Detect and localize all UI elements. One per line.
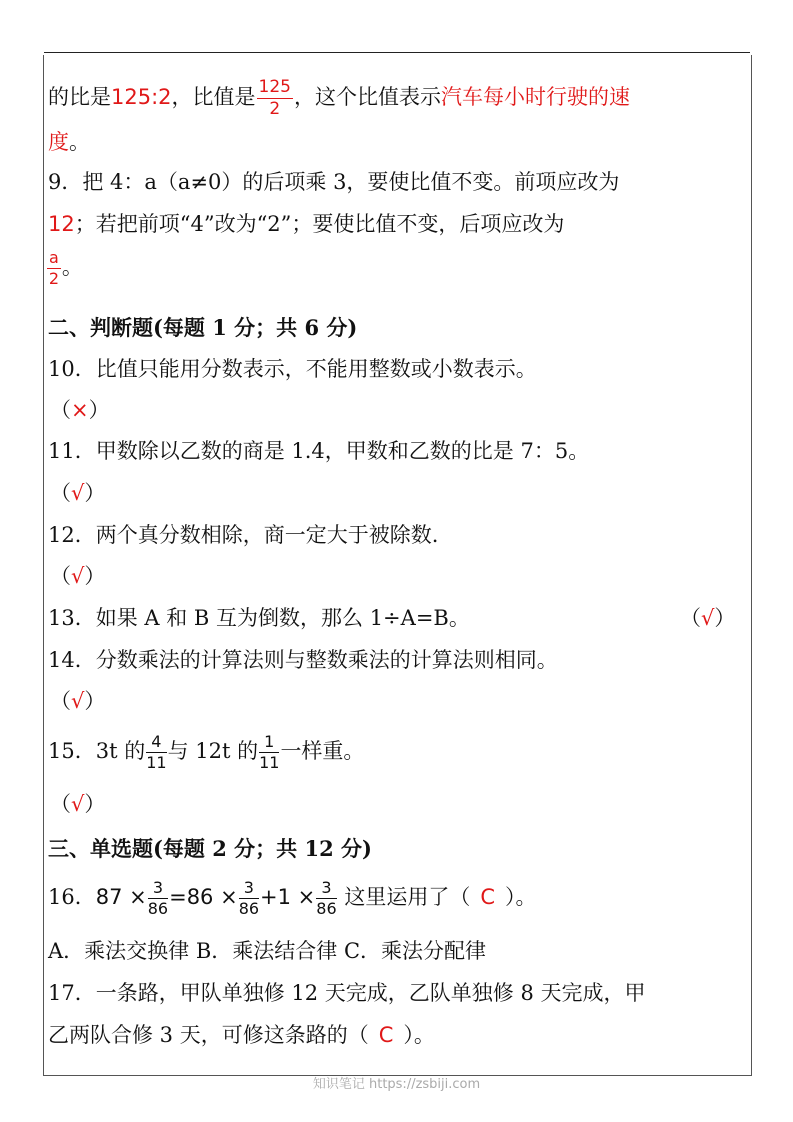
q16-term-b: =86 × xyxy=(169,885,238,909)
section-2-title: 二、判断题(每题 1 分；共 6 分) xyxy=(48,315,358,340)
q8-value-fraction xyxy=(257,79,293,118)
q16-fraction-2 xyxy=(239,880,259,917)
section-3-title: 三、单选题(每题 2 分；共 12 分) xyxy=(48,836,372,861)
q16-f1-num: 3 xyxy=(148,880,168,899)
q14-paren-open: （ xyxy=(50,689,71,713)
q16-term-a: 87 × xyxy=(95,885,147,909)
q11-answer-mark: √ xyxy=(71,481,85,505)
q8-frac-num: 125 xyxy=(258,77,291,97)
q15-answer-mark: √ xyxy=(71,792,85,816)
q11-answer xyxy=(50,483,105,504)
q10-paren-open: （ xyxy=(50,398,71,422)
q17-close: ）。 xyxy=(403,1023,435,1047)
q9-answer-1: 12 xyxy=(48,212,75,236)
q15-f1-num: 4 xyxy=(146,734,166,753)
q16-fraction-3 xyxy=(316,880,336,917)
q14-answer-mark: √ xyxy=(71,689,85,713)
q15-f2-den: 11 xyxy=(259,753,280,772)
q9-line-1: 9．把 4：a（a≠0）的后项乘 3，要使比值不变。前项应改为 xyxy=(48,170,620,194)
q15-paren-close: ） xyxy=(84,792,106,816)
q15-f1-den: 11 xyxy=(146,753,167,772)
q17-line-2-text: 乙两队合修 3 天，可修这条路的（ xyxy=(48,1023,369,1047)
q9-end: 。 xyxy=(61,255,83,279)
q16-close: ）。 xyxy=(505,885,537,909)
q8-prefix: 的比是 xyxy=(48,85,111,109)
q15-fraction-2 xyxy=(259,734,279,771)
q12-answer xyxy=(50,566,105,587)
header-rule xyxy=(44,52,750,53)
q16-f2-num: 3 xyxy=(239,880,259,899)
content-frame xyxy=(43,55,752,1076)
q8-end: 。 xyxy=(69,130,90,154)
q12-text: 12．两个真分数相除，商一定大于被除数. xyxy=(48,523,439,547)
q15-text xyxy=(48,734,364,771)
q10-answer xyxy=(50,400,110,421)
q17-line-2 xyxy=(48,1025,435,1046)
q16-prompt: 这里运用了（ xyxy=(337,885,471,909)
q16-number: 16． xyxy=(48,885,96,909)
q8-line-2 xyxy=(48,132,90,153)
q9-answer-2-fraction xyxy=(47,250,61,287)
q16-options: A．乘法交换律 B．乘法结合律 C．乘法分配律 xyxy=(48,939,487,963)
q10-answer-mark: × xyxy=(71,398,89,422)
q11-text: 11．甲数除以乙数的商是 1.4，甲数和乙数的比是 7：5。 xyxy=(48,439,590,463)
q14-paren-close: ） xyxy=(84,689,106,713)
q10-paren-close: ） xyxy=(88,398,110,422)
q16-term-c: +1 × xyxy=(260,885,316,909)
q16-f1-den: 86 xyxy=(147,899,169,918)
q9-frac-num: a xyxy=(49,248,59,267)
q8-meaning-answer: 汽车每小时行驶的速 xyxy=(440,85,630,109)
q17-answer: C xyxy=(378,1023,394,1047)
q13-paren-open: （ xyxy=(680,606,701,630)
q15-fraction-1 xyxy=(146,734,166,771)
q14-text: 14．分数乘法的计算法则与整数乘法的计算法则相同。 xyxy=(48,648,558,672)
q16-answer: C xyxy=(480,885,495,909)
q11-paren-open: （ xyxy=(50,481,71,505)
q13-text: 13．如果 A 和 B 互为倒数，那么 1÷A=B。 xyxy=(48,606,470,630)
q8-meaning-cont: 度 xyxy=(48,130,69,154)
q13-paren-close: ） xyxy=(714,606,736,630)
footer-watermark: 知识笔记 https://zsbiji.com xyxy=(312,1077,481,1092)
q11-paren-close: ） xyxy=(84,481,106,505)
q10-text: 10．比值只能用分数表示，不能用整数或小数表示。 xyxy=(48,357,537,381)
q13-answer-mark: √ xyxy=(701,606,715,630)
q9-line-2 xyxy=(48,214,564,235)
q16-f3-num: 3 xyxy=(316,880,336,899)
q8-frac-den: 2 xyxy=(269,99,281,119)
q16-fraction-1 xyxy=(148,880,168,917)
q9-line-3 xyxy=(46,250,83,287)
q13-answer xyxy=(680,608,735,629)
q8-after-frac: ，这个比值表示 xyxy=(293,85,441,109)
q12-paren-close: ） xyxy=(84,564,106,588)
q17-line-1: 17．一条路，甲队单独修 12 天完成，乙队单独修 8 天完成，甲 xyxy=(48,981,646,1005)
q15-f2-num: 1 xyxy=(259,734,279,753)
q15-part-3: 一样重。 xyxy=(280,739,365,763)
q15-answer xyxy=(50,794,105,815)
q8-line-1 xyxy=(48,79,630,118)
q16-text xyxy=(48,880,537,917)
q8-mid: ，比值是 xyxy=(171,85,256,109)
q12-paren-open: （ xyxy=(50,564,71,588)
q15-part-2: 与 12t 的 xyxy=(167,739,259,763)
q15-part-1: 15．3t 的 xyxy=(48,739,146,763)
q9-frac-den: 2 xyxy=(48,269,59,288)
q16-f3-den: 86 xyxy=(316,899,337,918)
q15-paren-open: （ xyxy=(50,792,71,816)
q12-answer-mark: √ xyxy=(71,564,85,588)
q9-line-2-text: ；若把前项“4”改为“2”；要使比值不变，后项应改为 xyxy=(74,212,565,236)
q14-answer xyxy=(50,691,105,712)
q8-ratio-answer: 125:2 xyxy=(111,85,172,109)
q16-f2-den: 86 xyxy=(238,899,260,918)
